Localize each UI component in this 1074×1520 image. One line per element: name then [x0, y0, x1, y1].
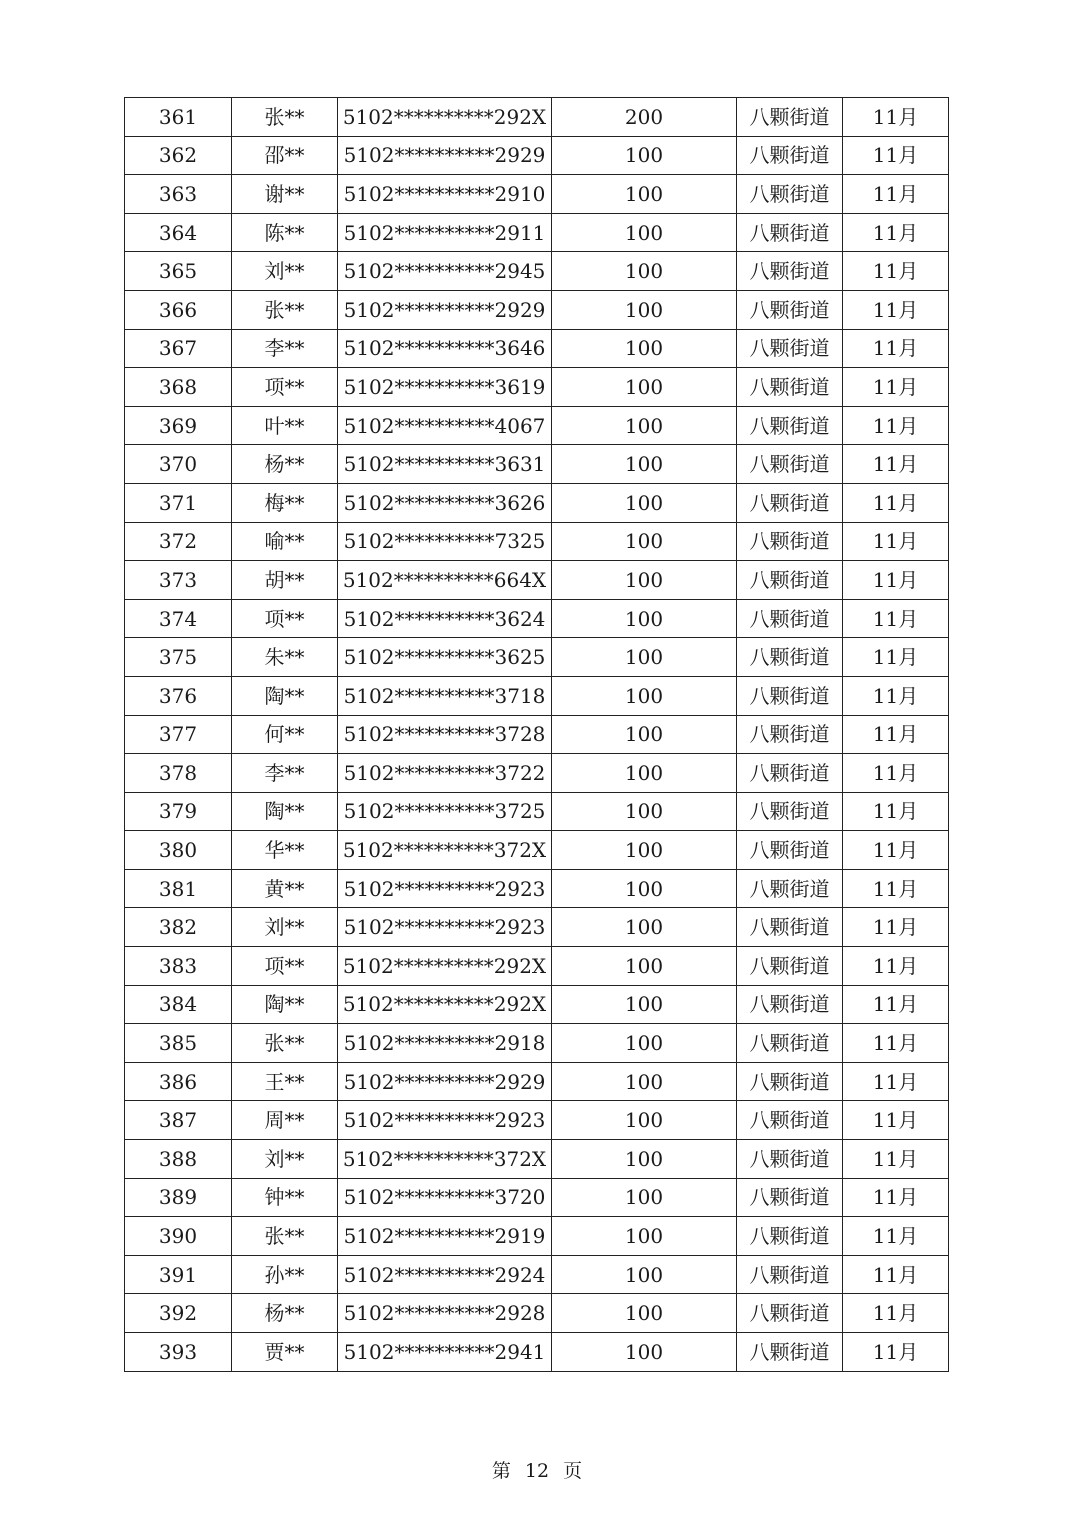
month-cell: 11月 [843, 406, 949, 445]
row-index-cell: 370 [125, 445, 232, 484]
amount-cell: 100 [552, 638, 737, 677]
id-number-cell: 5102**********3625 [338, 638, 552, 677]
id-number-cell: 5102**********2911 [338, 213, 552, 252]
id-number-cell: 5102**********2923 [338, 908, 552, 947]
table-row [125, 98, 949, 137]
table-row [125, 599, 949, 638]
amount-cell: 100 [552, 1101, 737, 1140]
street-cell: 八颗街道 [737, 136, 843, 175]
month-cell: 11月 [843, 715, 949, 754]
footer-prefix: 第 [491, 1460, 511, 1482]
month-cell: 11月 [843, 1140, 949, 1179]
table-row [125, 522, 949, 561]
amount-cell: 100 [552, 754, 737, 793]
street-cell: 八颗街道 [737, 252, 843, 291]
id-number-cell: 5102**********3725 [338, 792, 552, 831]
month-cell: 11月 [843, 98, 949, 137]
street-cell: 八颗街道 [737, 1294, 843, 1333]
amount-cell: 100 [552, 1255, 737, 1294]
street-cell: 八颗街道 [737, 1062, 843, 1101]
row-index-cell: 374 [125, 599, 232, 638]
street-cell: 八颗街道 [737, 985, 843, 1024]
amount-cell: 100 [552, 985, 737, 1024]
amount-cell: 100 [552, 1333, 737, 1372]
table-row [125, 290, 949, 329]
name-cell: 张** [232, 1217, 338, 1256]
street-cell: 八颗街道 [737, 1024, 843, 1063]
name-cell: 钟** [232, 1178, 338, 1217]
amount-cell: 100 [552, 676, 737, 715]
name-cell: 喻** [232, 522, 338, 561]
street-cell: 八颗街道 [737, 175, 843, 214]
table-row [125, 754, 949, 793]
id-number-cell: 5102**********2923 [338, 1101, 552, 1140]
row-index-cell: 377 [125, 715, 232, 754]
row-index-cell: 373 [125, 561, 232, 600]
row-index-cell: 382 [125, 908, 232, 947]
month-cell: 11月 [843, 290, 949, 329]
id-number-cell: 5102**********2919 [338, 1217, 552, 1256]
amount-cell: 100 [552, 792, 737, 831]
table-row [125, 985, 949, 1024]
amount-cell: 100 [552, 136, 737, 175]
name-cell: 邵** [232, 136, 338, 175]
street-cell: 八颗街道 [737, 98, 843, 137]
row-index-cell: 387 [125, 1101, 232, 1140]
row-index-cell: 372 [125, 522, 232, 561]
street-cell: 八颗街道 [737, 1101, 843, 1140]
amount-cell: 100 [552, 1217, 737, 1256]
table-row [125, 368, 949, 407]
name-cell: 陶** [232, 985, 338, 1024]
street-cell: 八颗街道 [737, 561, 843, 600]
id-number-cell: 5102**********3631 [338, 445, 552, 484]
name-cell: 李** [232, 754, 338, 793]
amount-cell: 100 [552, 599, 737, 638]
id-number-cell: 5102**********2929 [338, 1062, 552, 1101]
month-cell: 11月 [843, 599, 949, 638]
amount-cell: 100 [552, 1294, 737, 1333]
amount-cell: 100 [552, 715, 737, 754]
month-cell: 11月 [843, 1294, 949, 1333]
table-row [125, 445, 949, 484]
month-cell: 11月 [843, 175, 949, 214]
month-cell: 11月 [843, 445, 949, 484]
street-cell: 八颗街道 [737, 676, 843, 715]
table-row [125, 869, 949, 908]
row-index-cell: 389 [125, 1178, 232, 1217]
street-cell: 八颗街道 [737, 908, 843, 947]
street-cell: 八颗街道 [737, 638, 843, 677]
name-cell: 梅** [232, 483, 338, 522]
amount-cell: 100 [552, 1178, 737, 1217]
table-row [125, 1255, 949, 1294]
street-cell: 八颗街道 [737, 483, 843, 522]
id-number-cell: 5102**********3626 [338, 483, 552, 522]
amount-cell: 100 [552, 175, 737, 214]
name-cell: 王** [232, 1062, 338, 1101]
table-row [125, 638, 949, 677]
street-cell: 八颗街道 [737, 947, 843, 986]
name-cell: 刘** [232, 252, 338, 291]
name-cell: 华** [232, 831, 338, 870]
street-cell: 八颗街道 [737, 831, 843, 870]
row-index-cell: 367 [125, 329, 232, 368]
id-number-cell: 5102**********7325 [338, 522, 552, 561]
row-index-cell: 392 [125, 1294, 232, 1333]
table-row [125, 676, 949, 715]
row-index-cell: 383 [125, 947, 232, 986]
name-cell: 陈** [232, 213, 338, 252]
street-cell: 八颗街道 [737, 754, 843, 793]
street-cell: 八颗街道 [737, 368, 843, 407]
id-number-cell: 5102**********2929 [338, 290, 552, 329]
id-number-cell: 5102**********2910 [338, 175, 552, 214]
id-number-cell: 5102**********372X [338, 1140, 552, 1179]
name-cell: 张** [232, 98, 338, 137]
name-cell: 何** [232, 715, 338, 754]
id-number-cell: 5102**********3619 [338, 368, 552, 407]
street-cell: 八颗街道 [737, 1178, 843, 1217]
amount-cell: 200 [552, 98, 737, 137]
month-cell: 11月 [843, 368, 949, 407]
table-row [125, 175, 949, 214]
month-cell: 11月 [843, 561, 949, 600]
table-row [125, 715, 949, 754]
amount-cell: 100 [552, 445, 737, 484]
id-number-cell: 5102**********292X [338, 985, 552, 1024]
table-row [125, 792, 949, 831]
amount-cell: 100 [552, 1024, 737, 1063]
street-cell: 八颗街道 [737, 599, 843, 638]
table-row [125, 908, 949, 947]
street-cell: 八颗街道 [737, 715, 843, 754]
month-cell: 11月 [843, 213, 949, 252]
amount-cell: 100 [552, 869, 737, 908]
month-cell: 11月 [843, 908, 949, 947]
row-index-cell: 363 [125, 175, 232, 214]
name-cell: 张** [232, 290, 338, 329]
month-cell: 11月 [843, 869, 949, 908]
row-index-cell: 369 [125, 406, 232, 445]
row-index-cell: 385 [125, 1024, 232, 1063]
amount-cell: 100 [552, 1062, 737, 1101]
table-row [125, 1101, 949, 1140]
id-number-cell: 5102**********372X [338, 831, 552, 870]
row-index-cell: 365 [125, 252, 232, 291]
row-index-cell: 376 [125, 676, 232, 715]
amount-cell: 100 [552, 522, 737, 561]
id-number-cell: 5102**********2918 [338, 1024, 552, 1063]
table-row [125, 483, 949, 522]
name-cell: 项** [232, 368, 338, 407]
amount-cell: 100 [552, 947, 737, 986]
records-table-body [125, 98, 949, 1372]
id-number-cell: 5102**********2928 [338, 1294, 552, 1333]
id-number-cell: 5102**********3624 [338, 599, 552, 638]
street-cell: 八颗街道 [737, 406, 843, 445]
month-cell: 11月 [843, 329, 949, 368]
name-cell: 叶** [232, 406, 338, 445]
id-number-cell: 5102**********4067 [338, 406, 552, 445]
street-cell: 八颗街道 [737, 522, 843, 561]
row-index-cell: 380 [125, 831, 232, 870]
month-cell: 11月 [843, 522, 949, 561]
id-number-cell: 5102**********3728 [338, 715, 552, 754]
row-index-cell: 386 [125, 1062, 232, 1101]
street-cell: 八颗街道 [737, 290, 843, 329]
row-index-cell: 364 [125, 213, 232, 252]
name-cell: 朱** [232, 638, 338, 677]
name-cell: 杨** [232, 445, 338, 484]
id-number-cell: 5102**********292X [338, 98, 552, 137]
id-number-cell: 5102**********664X [338, 561, 552, 600]
table-row [125, 1294, 949, 1333]
street-cell: 八颗街道 [737, 1140, 843, 1179]
row-index-cell: 391 [125, 1255, 232, 1294]
month-cell: 11月 [843, 1333, 949, 1372]
amount-cell: 100 [552, 1140, 737, 1179]
name-cell: 张** [232, 1024, 338, 1063]
street-cell: 八颗街道 [737, 1255, 843, 1294]
row-index-cell: 362 [125, 136, 232, 175]
amount-cell: 100 [552, 252, 737, 291]
month-cell: 11月 [843, 1255, 949, 1294]
row-index-cell: 366 [125, 290, 232, 329]
month-cell: 11月 [843, 985, 949, 1024]
name-cell: 李** [232, 329, 338, 368]
street-cell: 八颗街道 [737, 792, 843, 831]
id-number-cell: 5102**********2945 [338, 252, 552, 291]
name-cell: 孙** [232, 1255, 338, 1294]
page-footer [0, 1456, 1074, 1483]
street-cell: 八颗街道 [737, 445, 843, 484]
amount-cell: 100 [552, 213, 737, 252]
row-index-cell: 368 [125, 368, 232, 407]
name-cell: 陶** [232, 676, 338, 715]
month-cell: 11月 [843, 1217, 949, 1256]
month-cell: 11月 [843, 483, 949, 522]
table-row [125, 406, 949, 445]
month-cell: 11月 [843, 947, 949, 986]
row-index-cell: 371 [125, 483, 232, 522]
id-number-cell: 5102**********3722 [338, 754, 552, 793]
row-index-cell: 390 [125, 1217, 232, 1256]
street-cell: 八颗街道 [737, 1333, 843, 1372]
amount-cell: 100 [552, 368, 737, 407]
row-index-cell: 388 [125, 1140, 232, 1179]
table-row [125, 561, 949, 600]
id-number-cell: 5102**********3646 [338, 329, 552, 368]
table-row [125, 252, 949, 291]
name-cell: 黄** [232, 869, 338, 908]
amount-cell: 100 [552, 483, 737, 522]
name-cell: 胡** [232, 561, 338, 600]
table-row [125, 329, 949, 368]
month-cell: 11月 [843, 676, 949, 715]
table-row [125, 1178, 949, 1217]
name-cell: 项** [232, 599, 338, 638]
id-number-cell: 5102**********292X [338, 947, 552, 986]
table-row [125, 1062, 949, 1101]
table-row [125, 1140, 949, 1179]
street-cell: 八颗街道 [737, 869, 843, 908]
street-cell: 八颗街道 [737, 1217, 843, 1256]
table-row [125, 831, 949, 870]
amount-cell: 100 [552, 561, 737, 600]
month-cell: 11月 [843, 136, 949, 175]
street-cell: 八颗街道 [737, 329, 843, 368]
id-number-cell: 5102**********2924 [338, 1255, 552, 1294]
row-index-cell: 361 [125, 98, 232, 137]
row-index-cell: 375 [125, 638, 232, 677]
row-index-cell: 378 [125, 754, 232, 793]
table-row [125, 1024, 949, 1063]
id-number-cell: 5102**********3718 [338, 676, 552, 715]
name-cell: 刘** [232, 1140, 338, 1179]
name-cell: 谢** [232, 175, 338, 214]
table-row [125, 1217, 949, 1256]
month-cell: 11月 [843, 792, 949, 831]
id-number-cell: 5102**********2923 [338, 869, 552, 908]
table-row [125, 136, 949, 175]
id-number-cell: 5102**********2929 [338, 136, 552, 175]
month-cell: 11月 [843, 1024, 949, 1063]
amount-cell: 100 [552, 329, 737, 368]
id-number-cell: 5102**********2941 [338, 1333, 552, 1372]
row-index-cell: 381 [125, 869, 232, 908]
name-cell: 周** [232, 1101, 338, 1140]
street-cell: 八颗街道 [737, 213, 843, 252]
amount-cell: 100 [552, 406, 737, 445]
month-cell: 11月 [843, 1062, 949, 1101]
name-cell: 陶** [232, 792, 338, 831]
table-row [125, 947, 949, 986]
footer-suffix: 页 [563, 1460, 583, 1482]
records-table [124, 97, 949, 1372]
month-cell: 11月 [843, 831, 949, 870]
id-number-cell: 5102**********3720 [338, 1178, 552, 1217]
table-row [125, 1333, 949, 1372]
page-number: 12 [524, 1460, 550, 1482]
row-index-cell: 393 [125, 1333, 232, 1372]
name-cell: 杨** [232, 1294, 338, 1333]
month-cell: 11月 [843, 1101, 949, 1140]
name-cell: 项** [232, 947, 338, 986]
month-cell: 11月 [843, 754, 949, 793]
table-row [125, 213, 949, 252]
amount-cell: 100 [552, 831, 737, 870]
row-index-cell: 384 [125, 985, 232, 1024]
name-cell: 刘** [232, 908, 338, 947]
month-cell: 11月 [843, 1178, 949, 1217]
row-index-cell: 379 [125, 792, 232, 831]
amount-cell: 100 [552, 290, 737, 329]
amount-cell: 100 [552, 908, 737, 947]
month-cell: 11月 [843, 252, 949, 291]
name-cell: 贾** [232, 1333, 338, 1372]
month-cell: 11月 [843, 638, 949, 677]
